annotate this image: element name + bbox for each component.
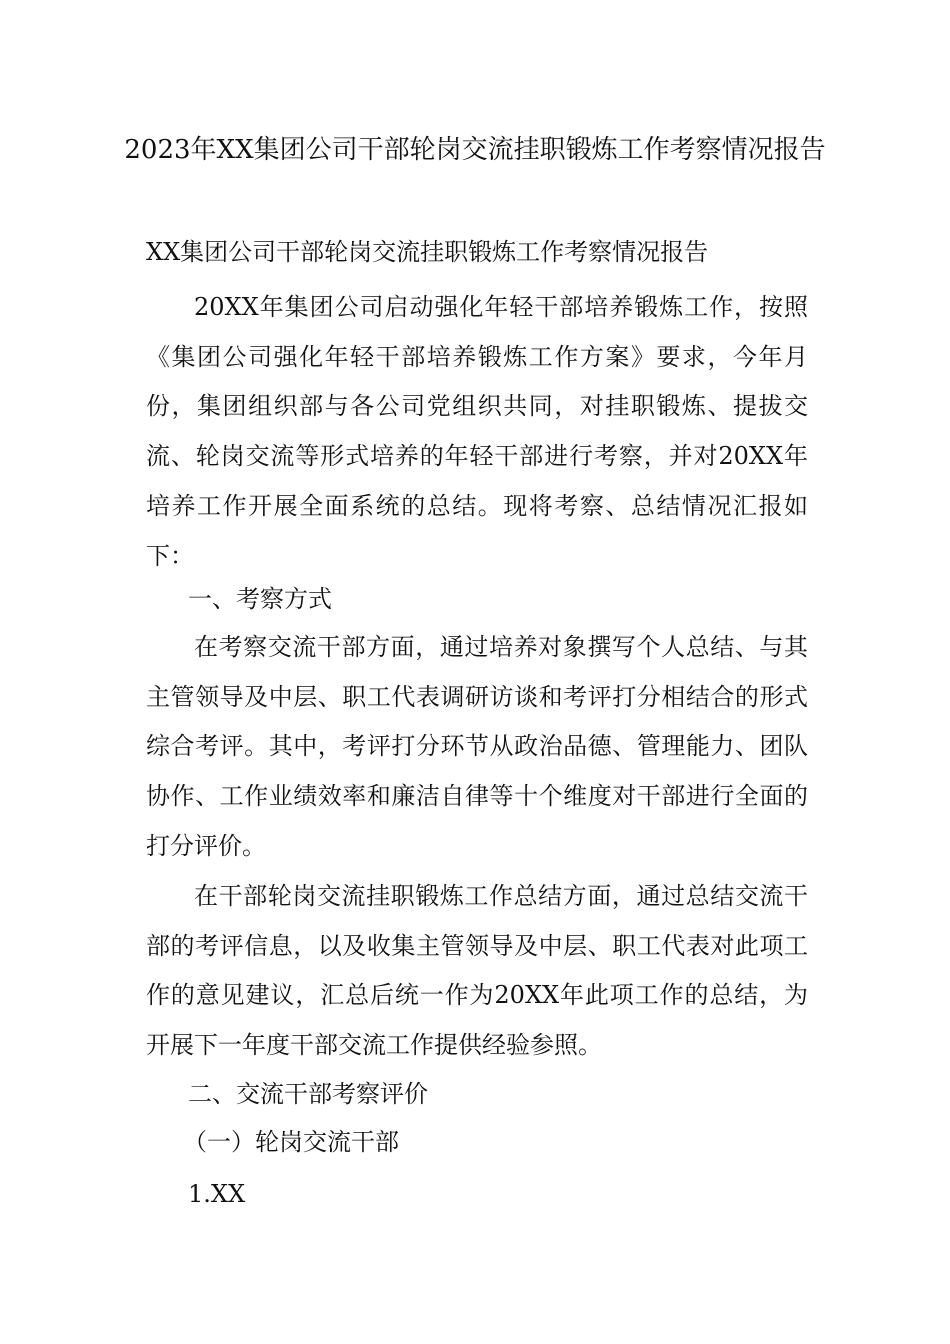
section-heading-2: 二、交流干部考察评价 [188,1080,428,1108]
item-heading-1: 1.XX [188,1180,246,1208]
method-paragraph-2: 在干部轮岗交流挂职锻炼工作总结方面，通过总结交流干部的考评信息，以及收集主管领导及中层、职工代表对此项工作的意见建议，汇总后统一作为20XX年此项工作的总结，为开展下一年度干部交流工作提供经验参照。 [146,882,808,1060]
subsection-heading-1: （一）轮岗交流干部 [183,1128,399,1156]
document-subtitle: XX集团公司干部轮岗交流挂职锻炼工作考察情况报告 [146,238,709,266]
document-title: 2023年XX集团公司干部轮岗交流挂职锻炼工作考察情况报告 [124,135,826,165]
intro-paragraph: 20XX年集团公司启动强化年轻干部培养锻炼工作，按照《集团公司强化年轻干部培养锻炼工作方案》要求，今年月份，集团组织部与各公司党组织共同，对挂职锻炼、提拔交流、轮岗交流等形式培养的年轻干部进行考察，并对20XX年培养工作开展全面系统的总结。现将考察、总结情况汇报如下： [146,293,808,570]
method-paragraph-1: 在考察交流干部方面，通过培养对象撰写个人总结、与其主管领导及中层、职工代表调研访谈和考评打分相结合的形式综合考评。其中，考评打分环节从政治品德、管理能力、团队协作、工作业绩效率和廉洁自律等十个维度对干部进行全面的打分评价。 [146,633,808,860]
section-heading-1: 一、考察方式 [188,585,332,613]
